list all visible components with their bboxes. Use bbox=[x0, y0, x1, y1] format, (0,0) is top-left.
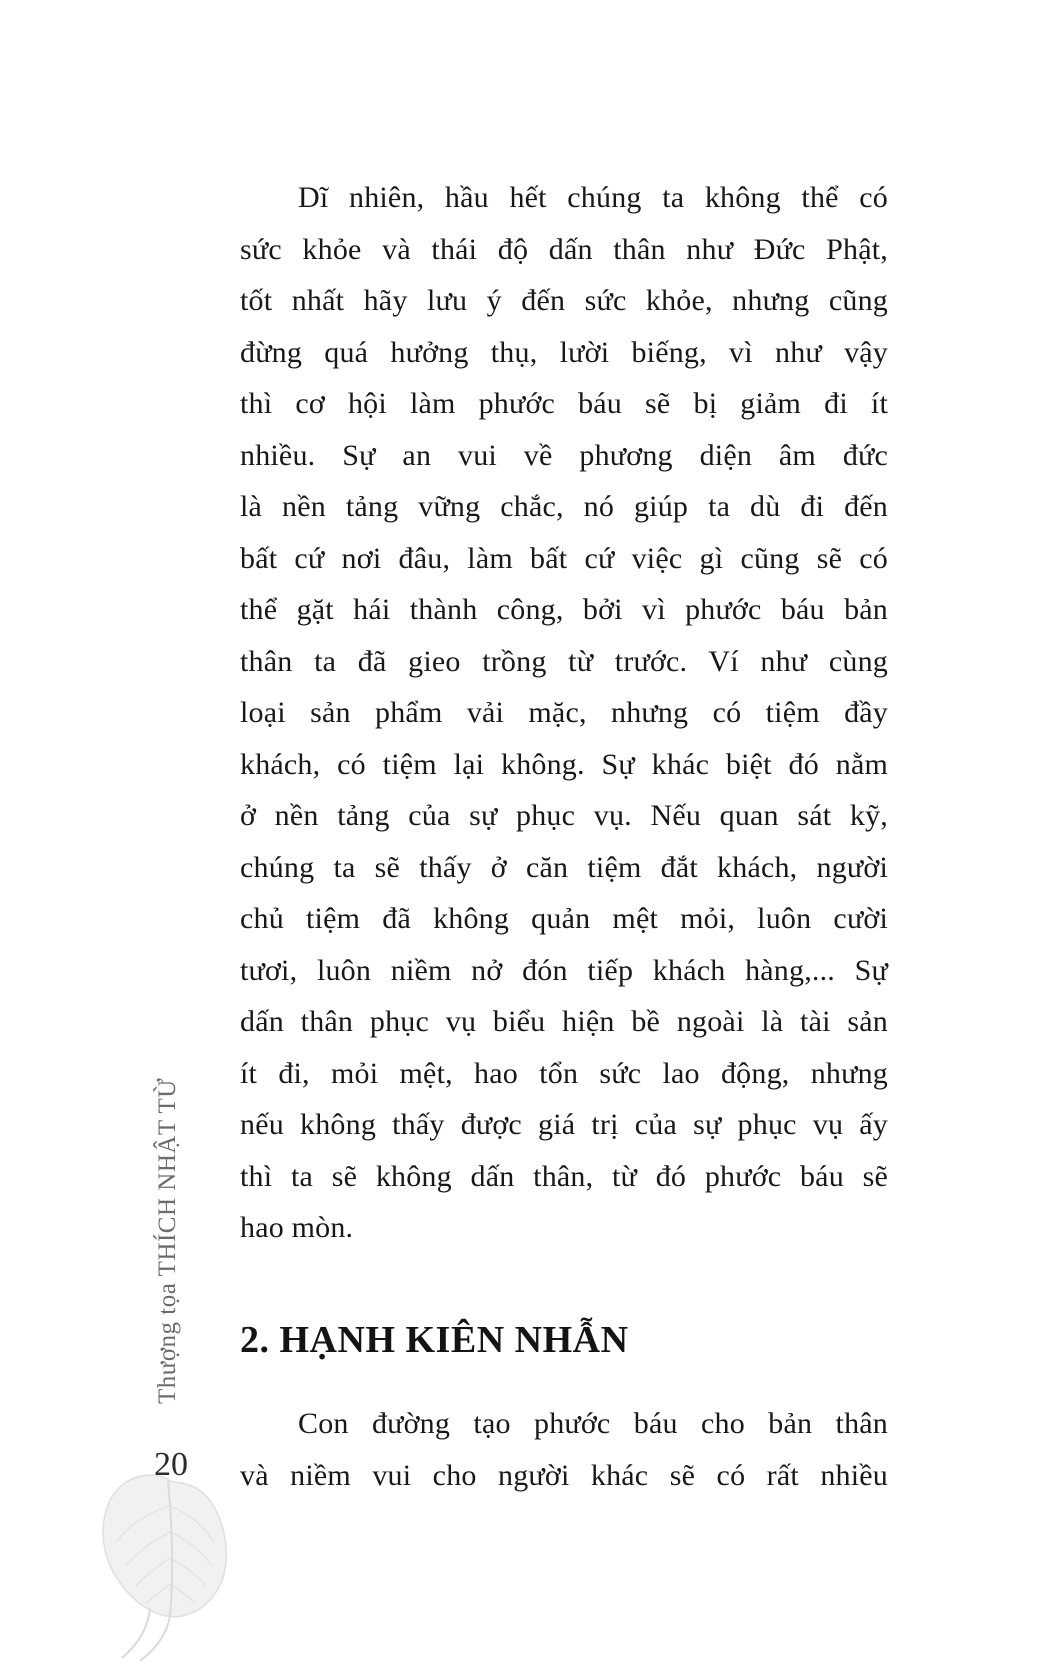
page-number: 20 bbox=[154, 1446, 188, 1483]
text-line: nhiều. Sự an vui về phương diện âm đức bbox=[240, 438, 888, 472]
text-line: hao mòn. bbox=[240, 1211, 354, 1244]
text-line: khách, có tiệm lại không. Sự khác biệt đó nằm bbox=[240, 747, 888, 781]
text-line: và niềm vui cho người khác sẽ có rất nhiều bbox=[240, 1458, 888, 1492]
text-line: Con đường tạo phước báu cho bản thân bbox=[298, 1407, 888, 1440]
text-line: bất cứ nơi đâu, làm bất cứ việc gì cũng sẽ có bbox=[240, 541, 888, 575]
text-line: là nền tảng vững chắc, nó giúp ta dù đi đến bbox=[240, 490, 888, 523]
section-heading: 2. HẠNH KIÊN NHẪN bbox=[240, 1319, 629, 1361]
text-line: đừng quá hưởng thụ, lười biếng, vì như vậy bbox=[240, 335, 888, 369]
text-line: loại sản phẩm vải mặc, nhưng có tiệm đầy bbox=[240, 696, 888, 729]
body-paragraph-1 bbox=[240, 172, 888, 1254]
text-line: tốt nhất hãy lưu ý đến sức khỏe, nhưng cũng bbox=[240, 284, 888, 317]
text-line: ít đi, mỏi mệt, hao tổn sức lao động, nhưng bbox=[240, 1056, 888, 1090]
text-line: nếu không thấy được giá trị của sự phục vụ ấy bbox=[240, 1108, 888, 1141]
text-line: tươi, luôn niềm nở đón tiếp khách hàng,... Sự bbox=[240, 953, 888, 987]
text-line: chúng ta sẽ thấy ở căn tiệm đắt khách, người bbox=[240, 850, 888, 884]
text-line: thì ta sẽ không dấn thân, từ đó phước báu sẽ bbox=[240, 1159, 888, 1193]
text-line: thể gặt hái thành công, bởi vì phước báu bản bbox=[240, 593, 888, 626]
bodhi-leaf-watermark-icon bbox=[90, 1466, 250, 1666]
text-line: chủ tiệm đã không quản mệt mỏi, luôn cười bbox=[240, 902, 888, 935]
text-line: thân ta đã gieo trồng từ trước. Ví như cùng bbox=[240, 644, 888, 678]
text-line: dấn thân phục vụ biểu hiện bề ngoài là tài sản bbox=[240, 1005, 888, 1038]
text-line: Dĩ nhiên, hầu hết chúng ta không thể có bbox=[298, 181, 888, 214]
text-line: sức khỏe và thái độ dấn thân như Đức Phật, bbox=[240, 232, 888, 266]
text-line: ở nền tảng của sự phục vụ. Nếu quan sát kỹ, bbox=[240, 799, 888, 832]
text-line: thì cơ hội làm phước báu sẽ bị giảm đi ít bbox=[240, 387, 888, 420]
body-paragraph-2 bbox=[240, 1398, 888, 1501]
sidebar-author-vertical-text: Thượng tọa THÍCH NHẬT TỪ bbox=[154, 1077, 181, 1404]
